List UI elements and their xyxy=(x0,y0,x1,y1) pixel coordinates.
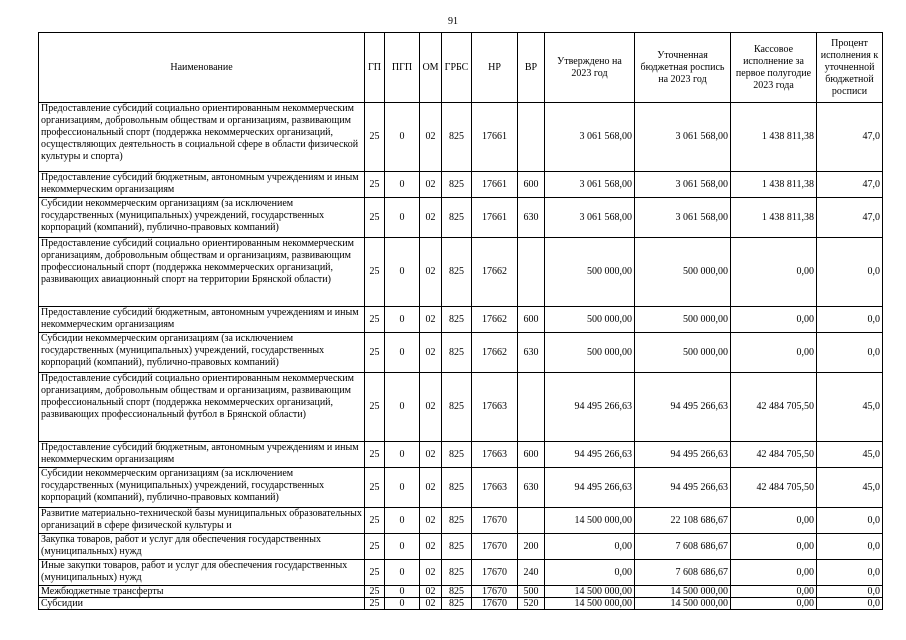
row-om: 02 xyxy=(420,238,442,307)
row-pgp: 0 xyxy=(385,534,420,560)
row-name: Предоставление субсидий социально ориентированным некоммерческим организациям, добровольным обществам и организациям, развивающим профессиональный спорт (поддержка некоммерческих организаций, развивающих профессиональный футбол в Брянской области) xyxy=(39,373,365,442)
row-nr: 17661 xyxy=(472,103,518,172)
row-nr: 17663 xyxy=(472,373,518,442)
row-pgp: 0 xyxy=(385,468,420,508)
row-om: 02 xyxy=(420,508,442,534)
row-percent: 45,0 xyxy=(817,373,883,442)
row-om: 02 xyxy=(420,468,442,508)
table-row xyxy=(39,307,883,333)
row-percent: 0,0 xyxy=(817,508,883,534)
table-row xyxy=(39,586,883,598)
row-percent: 0,0 xyxy=(817,333,883,373)
row-gp: 25 xyxy=(365,373,385,442)
row-nr: 17661 xyxy=(472,198,518,238)
row-vr: 630 xyxy=(518,198,545,238)
budget-execution-table xyxy=(38,32,883,610)
row-grbs: 825 xyxy=(442,103,472,172)
row-grbs: 825 xyxy=(442,238,472,307)
row-vr: 630 xyxy=(518,333,545,373)
row-gp: 25 xyxy=(365,560,385,586)
row-grbs: 825 xyxy=(442,373,472,442)
row-pgp: 0 xyxy=(385,172,420,198)
row-percent: 0,0 xyxy=(817,598,883,610)
row-nr: 17670 xyxy=(472,508,518,534)
row-approved: 500 000,00 xyxy=(545,333,635,373)
row-percent: 0,0 xyxy=(817,534,883,560)
row-grbs: 825 xyxy=(442,560,472,586)
row-name: Субсидии xyxy=(39,598,365,610)
row-vr xyxy=(518,238,545,307)
row-gp: 25 xyxy=(365,534,385,560)
row-om: 02 xyxy=(420,198,442,238)
row-gp: 25 xyxy=(365,103,385,172)
row-vr: 600 xyxy=(518,172,545,198)
row-vr xyxy=(518,373,545,442)
row-pgp: 0 xyxy=(385,586,420,598)
row-om: 02 xyxy=(420,307,442,333)
row-percent: 47,0 xyxy=(817,103,883,172)
row-refined: 500 000,00 xyxy=(635,307,731,333)
row-percent: 45,0 xyxy=(817,442,883,468)
row-refined: 7 608 686,67 xyxy=(635,534,731,560)
table-row xyxy=(39,198,883,238)
table-row xyxy=(39,373,883,442)
row-gp: 25 xyxy=(365,333,385,373)
row-grbs: 825 xyxy=(442,307,472,333)
row-name: Предоставление субсидий бюджетным, автономным учреждениям и иным некоммерческим организациям xyxy=(39,307,365,333)
row-nr: 17662 xyxy=(472,307,518,333)
row-grbs: 825 xyxy=(442,586,472,598)
row-om: 02 xyxy=(420,373,442,442)
row-executed: 42 484 705,50 xyxy=(731,373,817,442)
row-name: Субсидии некоммерческим организациям (за исключением государственных (муниципальных) учреждений, государственных корпораций (компаний), публично-правовых компаний) xyxy=(39,198,365,238)
row-approved: 3 061 568,00 xyxy=(545,172,635,198)
row-refined: 14 500 000,00 xyxy=(635,586,731,598)
row-approved: 500 000,00 xyxy=(545,238,635,307)
row-percent: 0,0 xyxy=(817,586,883,598)
row-pgp: 0 xyxy=(385,238,420,307)
row-percent: 47,0 xyxy=(817,172,883,198)
row-executed: 0,00 xyxy=(731,586,817,598)
table-row xyxy=(39,598,883,610)
header-percent: Процент исполнения к уточненной бюджетной росписи xyxy=(817,33,883,103)
row-refined: 3 061 568,00 xyxy=(635,198,731,238)
row-gp: 25 xyxy=(365,172,385,198)
row-name: Субсидии некоммерческим организациям (за исключением государственных (муниципальных) учреждений, государственных корпораций (компаний), публично-правовых компаний) xyxy=(39,333,365,373)
row-approved: 3 061 568,00 xyxy=(545,103,635,172)
row-name: Иные закупки товаров, работ и услуг для обеспечения государственных (муниципальных) нужд xyxy=(39,560,365,586)
row-name: Предоставление субсидий бюджетным, автономным учреждениям и иным некоммерческим организациям xyxy=(39,442,365,468)
header-om: ОМ xyxy=(420,33,442,103)
row-refined: 3 061 568,00 xyxy=(635,103,731,172)
table-row xyxy=(39,534,883,560)
table-row xyxy=(39,103,883,172)
row-nr: 17663 xyxy=(472,468,518,508)
row-grbs: 825 xyxy=(442,508,472,534)
table-row xyxy=(39,442,883,468)
row-approved: 94 495 266,63 xyxy=(545,468,635,508)
row-gp: 25 xyxy=(365,586,385,598)
row-vr: 630 xyxy=(518,468,545,508)
row-vr xyxy=(518,103,545,172)
table-row xyxy=(39,508,883,534)
row-name: Предоставление субсидий социально ориентированным некоммерческим организациям, добровольным обществам и организациям, развивающим профессиональный спорт (поддержка некоммерческих организаций, развивающих авиационный спорт на территории Брянской области) xyxy=(39,238,365,307)
row-grbs: 825 xyxy=(442,598,472,610)
row-grbs: 825 xyxy=(442,172,472,198)
row-om: 02 xyxy=(420,560,442,586)
row-name: Предоставление субсидий социально ориентированным некоммерческим организациям, добровольным обществам и организациям, развивающим профессиональный спорт (поддержка некоммерческих организаций, осуществляющих деятельность в социальной сфере в области физической культуры и спорта) xyxy=(39,103,365,172)
header-refined: Уточненная бюджетная роспись на 2023 год xyxy=(635,33,731,103)
row-name: Предоставление субсидий бюджетным, автономным учреждениям и иным некоммерческим организациям xyxy=(39,172,365,198)
row-om: 02 xyxy=(420,598,442,610)
row-executed: 0,00 xyxy=(731,508,817,534)
row-approved: 94 495 266,63 xyxy=(545,442,635,468)
row-nr: 17670 xyxy=(472,586,518,598)
row-grbs: 825 xyxy=(442,198,472,238)
row-executed: 1 438 811,38 xyxy=(731,103,817,172)
header-grbs: ГРБС xyxy=(442,33,472,103)
row-refined: 22 108 686,67 xyxy=(635,508,731,534)
table-row xyxy=(39,560,883,586)
row-pgp: 0 xyxy=(385,442,420,468)
row-pgp: 0 xyxy=(385,307,420,333)
row-vr xyxy=(518,508,545,534)
row-approved: 3 061 568,00 xyxy=(545,198,635,238)
row-name: Закупка товаров, работ и услуг для обеспечения государственных (муниципальных) нужд xyxy=(39,534,365,560)
row-om: 02 xyxy=(420,103,442,172)
table-row xyxy=(39,468,883,508)
row-om: 02 xyxy=(420,333,442,373)
row-nr: 17663 xyxy=(472,442,518,468)
row-pgp: 0 xyxy=(385,373,420,442)
row-gp: 25 xyxy=(365,198,385,238)
row-name: Субсидии некоммерческим организациям (за исключением государственных (муниципальных) учреждений, государственных корпораций (компаний), публично-правовых компаний) xyxy=(39,468,365,508)
row-vr: 520 xyxy=(518,598,545,610)
row-name: Межбюджетные трансферты xyxy=(39,586,365,598)
row-approved: 14 500 000,00 xyxy=(545,586,635,598)
row-om: 02 xyxy=(420,442,442,468)
row-gp: 25 xyxy=(365,442,385,468)
header-executed: Кассовое исполнение за первое полугодие 2023 года xyxy=(731,33,817,103)
row-executed: 0,00 xyxy=(731,534,817,560)
row-refined: 94 495 266,63 xyxy=(635,442,731,468)
row-executed: 1 438 811,38 xyxy=(731,198,817,238)
row-executed: 0,00 xyxy=(731,238,817,307)
row-executed: 42 484 705,50 xyxy=(731,468,817,508)
header-approved: Утверждено на 2023 год xyxy=(545,33,635,103)
table-row xyxy=(39,172,883,198)
row-gp: 25 xyxy=(365,598,385,610)
row-gp: 25 xyxy=(365,468,385,508)
header-row xyxy=(39,33,883,103)
row-vr: 600 xyxy=(518,442,545,468)
row-approved: 0,00 xyxy=(545,560,635,586)
row-nr: 17662 xyxy=(472,238,518,307)
row-approved: 0,00 xyxy=(545,534,635,560)
row-pgp: 0 xyxy=(385,333,420,373)
row-executed: 1 438 811,38 xyxy=(731,172,817,198)
row-refined: 94 495 266,63 xyxy=(635,373,731,442)
row-executed: 0,00 xyxy=(731,333,817,373)
row-approved: 14 500 000,00 xyxy=(545,598,635,610)
row-nr: 17670 xyxy=(472,598,518,610)
row-approved: 94 495 266,63 xyxy=(545,373,635,442)
row-gp: 25 xyxy=(365,508,385,534)
header-nr: НР xyxy=(472,33,518,103)
row-nr: 17670 xyxy=(472,534,518,560)
row-percent: 0,0 xyxy=(817,307,883,333)
row-gp: 25 xyxy=(365,307,385,333)
row-grbs: 825 xyxy=(442,468,472,508)
row-grbs: 825 xyxy=(442,442,472,468)
page-number: 91 xyxy=(448,16,458,27)
row-refined: 3 061 568,00 xyxy=(635,172,731,198)
row-pgp: 0 xyxy=(385,198,420,238)
row-grbs: 825 xyxy=(442,333,472,373)
row-percent: 47,0 xyxy=(817,198,883,238)
row-om: 02 xyxy=(420,586,442,598)
row-refined: 14 500 000,00 xyxy=(635,598,731,610)
row-nr: 17662 xyxy=(472,333,518,373)
header-gp: ГП xyxy=(365,33,385,103)
row-executed: 0,00 xyxy=(731,560,817,586)
row-executed: 0,00 xyxy=(731,307,817,333)
row-refined: 7 608 686,67 xyxy=(635,560,731,586)
row-executed: 0,00 xyxy=(731,598,817,610)
row-nr: 17670 xyxy=(472,560,518,586)
row-executed: 42 484 705,50 xyxy=(731,442,817,468)
row-refined: 94 495 266,63 xyxy=(635,468,731,508)
row-refined: 500 000,00 xyxy=(635,333,731,373)
row-gp: 25 xyxy=(365,238,385,307)
row-pgp: 0 xyxy=(385,598,420,610)
row-name: Развитие материально-технической базы муниципальных образовательных организаций в сфере физической культуры и xyxy=(39,508,365,534)
row-percent: 45,0 xyxy=(817,468,883,508)
row-vr: 600 xyxy=(518,307,545,333)
row-grbs: 825 xyxy=(442,534,472,560)
row-percent: 0,0 xyxy=(817,560,883,586)
row-vr: 240 xyxy=(518,560,545,586)
row-vr: 200 xyxy=(518,534,545,560)
row-vr: 500 xyxy=(518,586,545,598)
row-pgp: 0 xyxy=(385,508,420,534)
row-refined: 500 000,00 xyxy=(635,238,731,307)
row-approved: 14 500 000,00 xyxy=(545,508,635,534)
table-row xyxy=(39,238,883,307)
row-approved: 500 000,00 xyxy=(545,307,635,333)
row-nr: 17661 xyxy=(472,172,518,198)
table-row xyxy=(39,333,883,373)
row-om: 02 xyxy=(420,534,442,560)
row-pgp: 0 xyxy=(385,103,420,172)
header-name: Наименование xyxy=(39,33,365,103)
row-pgp: 0 xyxy=(385,560,420,586)
row-percent: 0,0 xyxy=(817,238,883,307)
row-om: 02 xyxy=(420,172,442,198)
header-pgp: ПГП xyxy=(385,33,420,103)
header-vr: ВР xyxy=(518,33,545,103)
